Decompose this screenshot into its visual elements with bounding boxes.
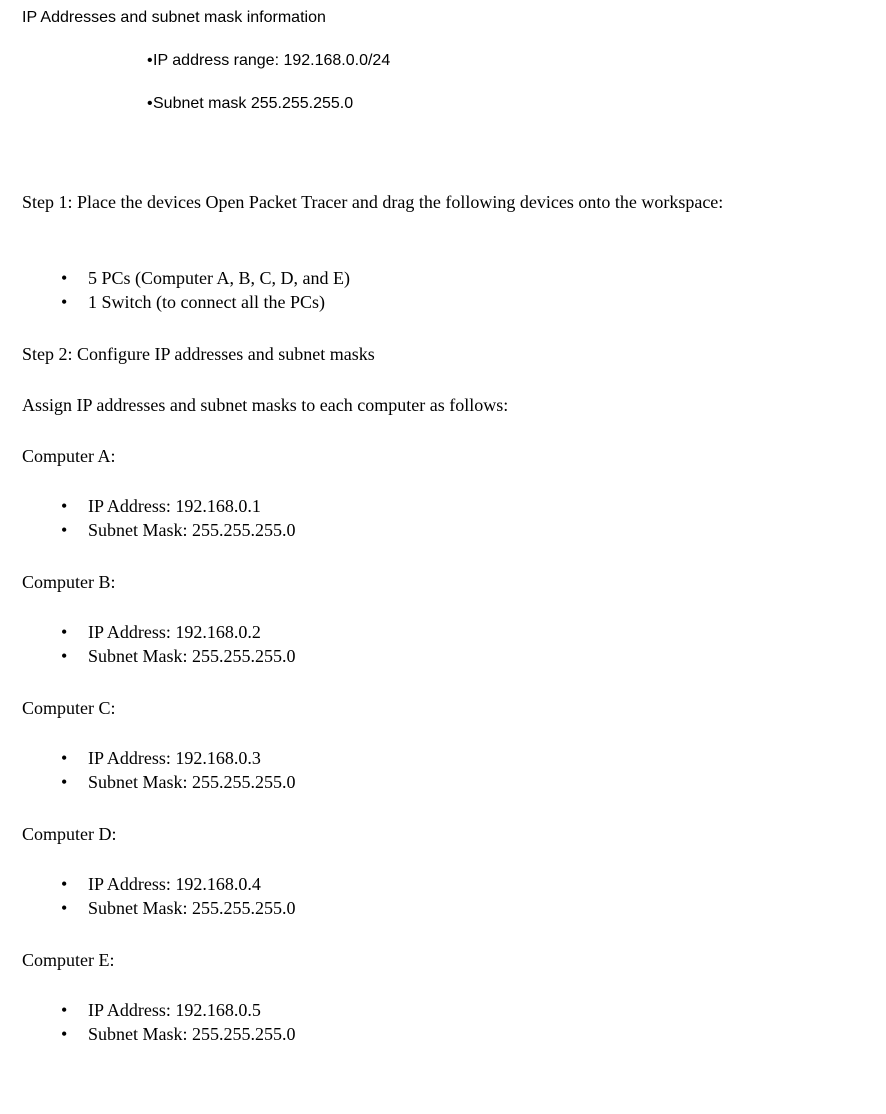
computer-a-label: Computer A: (22, 446, 116, 466)
step1-text: Step 1: Place the devices Open Packet Tracer and drag the following devices onto the workspace: (22, 192, 724, 212)
bullet-icon: • (61, 268, 68, 288)
bullet-icon: • (61, 772, 68, 792)
intro-item-ip-range: IP address range: 192.168.0.0/24 (153, 52, 391, 69)
computer-b-label: Computer B: (22, 572, 116, 592)
computer-d-ip: IP Address: 192.168.0.4 (88, 874, 261, 894)
bullet-icon: • (61, 1000, 68, 1020)
computer-a-mask: Subnet Mask: 255.255.255.0 (88, 520, 296, 540)
bullet-icon: • (147, 52, 153, 69)
computer-b-mask: Subnet Mask: 255.255.255.0 (88, 646, 296, 666)
bullet-icon: • (61, 496, 68, 516)
bullet-icon: • (61, 1024, 68, 1044)
bullet-icon: • (61, 520, 68, 540)
step2-text: Step 2: Configure IP addresses and subnet masks (22, 344, 375, 364)
computer-e-ip: IP Address: 192.168.0.5 (88, 1000, 261, 1020)
step1-item-pcs: 5 PCs (Computer A, B, C, D, and E) (88, 268, 351, 288)
intro-item-subnet-mask: Subnet mask 255.255.255.0 (153, 95, 354, 112)
computer-c-ip: IP Address: 192.168.0.3 (88, 748, 261, 768)
computer-e-mask: Subnet Mask: 255.255.255.0 (88, 1024, 296, 1044)
bullet-icon: • (61, 622, 68, 642)
computer-b-ip: IP Address: 192.168.0.2 (88, 622, 261, 642)
computer-d-label: Computer D: (22, 824, 117, 844)
assign-text: Assign IP addresses and subnet masks to each computer as follows: (22, 395, 509, 415)
bullet-icon: • (61, 646, 68, 666)
computer-c-mask: Subnet Mask: 255.255.255.0 (88, 772, 296, 792)
bullet-icon: • (61, 898, 68, 918)
computer-c-label: Computer C: (22, 698, 116, 718)
computer-d-mask: Subnet Mask: 255.255.255.0 (88, 898, 296, 918)
step1-item-switch: 1 Switch (to connect all the PCs) (88, 292, 325, 312)
computer-a-ip: IP Address: 192.168.0.1 (88, 496, 261, 516)
bullet-icon: • (61, 292, 68, 312)
bullet-icon: • (61, 874, 68, 894)
intro-heading: IP Addresses and subnet mask information (22, 9, 326, 26)
bullet-icon: • (61, 748, 68, 768)
computer-e-label: Computer E: (22, 950, 115, 970)
bullet-icon: • (147, 95, 153, 112)
